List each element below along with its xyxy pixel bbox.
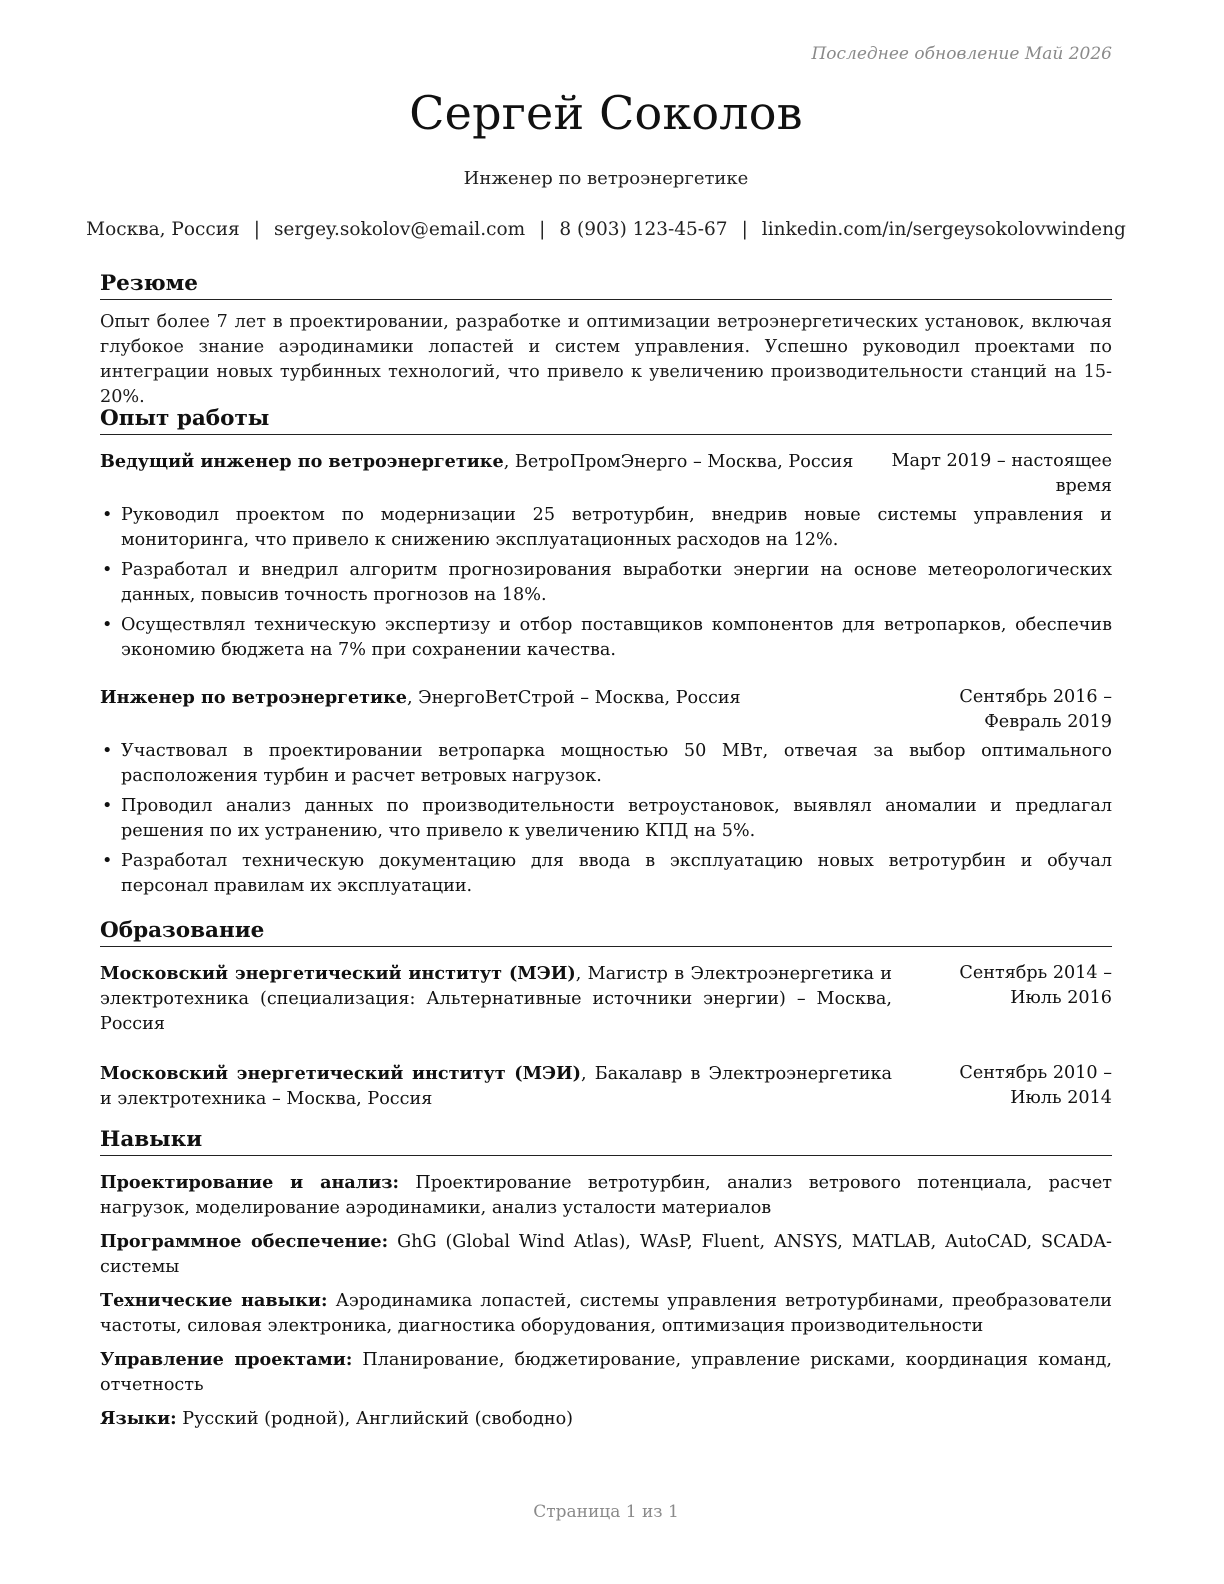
resume-page: [86, 0, 1126, 1584]
last-updated: Последнее обновление Май 2026: [811, 44, 1112, 64]
skill-label: Проектирование и анализ:: [100, 1172, 399, 1193]
list-item: • Руководил проектом по модернизации 25 ветротурбин, внедрив новые системы управления и мониторинга, что привело к снижению эксплуатационных расходов на 12%.: [100, 503, 1112, 553]
person-name: Сергей Соколов: [409, 86, 803, 140]
contact-separator: |: [253, 219, 260, 240]
job-bullets: [100, 503, 1112, 663]
job-title-line: [100, 449, 877, 499]
skill-text: Планирование, бюджетирование, управление рисками, координация команд, отчетность: [100, 1350, 1112, 1395]
list-item: • Проводил анализ данных по производительности ветроустановок, выявлял аномалии и предлагал решения по их устранению, что привело к увеличению КПД на 5%.: [100, 794, 1112, 844]
skill-text: Русский (родной), Английский (свободно): [176, 1409, 574, 1429]
job-title-line: [100, 685, 877, 735]
skill-item: [100, 1406, 1112, 1432]
summary-section: [100, 270, 1112, 410]
skill-text: Аэродинамика лопастей, системы управления ветротурбинами, преобразователи частоты, силовая электроника, диагностика оборудования, оптимизация производительности: [100, 1291, 1112, 1336]
skills-list: [100, 1170, 1112, 1432]
contact-separator: |: [741, 219, 748, 240]
education-dates: Сентябрь 2014 – Июль 2016: [959, 963, 1112, 1008]
job-entry: [100, 449, 1112, 663]
education-section: [100, 917, 1112, 1112]
education-entry: [100, 1061, 1112, 1112]
list-item: • Участвовал в проектировании ветропарка мощностью 50 МВт, отвечая за выбор оптимального расположения турбин и расчет ветровых нагрузок.: [100, 739, 1112, 789]
contact-separator: |: [539, 219, 546, 240]
skill-label: Технические навыки:: [100, 1290, 328, 1311]
skill-item: [100, 1229, 1112, 1280]
school-name: Московский энергетический институт (МЭИ): [100, 1063, 581, 1084]
skill-text: GhG (Global Wind Atlas), WAsP, Fluent, ANSYS, MATLAB, AutoCAD, SCADA-системы: [100, 1232, 1112, 1277]
section-heading: Опыт работы: [100, 405, 1112, 435]
skill-item: [100, 1347, 1112, 1398]
skill-item: [100, 1170, 1112, 1221]
job-role: Инженер по ветроэнергетике: [100, 687, 407, 708]
job-dates: Сентябрь 2016 – Февраль 2019: [959, 687, 1112, 732]
job-entry: [100, 685, 1112, 899]
job-bullets: [100, 739, 1112, 899]
skill-item: [100, 1288, 1112, 1339]
contact-line: [86, 219, 1126, 240]
page-number: Страница 1 из 1: [533, 1502, 679, 1522]
job-title: Инженер по ветроэнергетике: [463, 168, 749, 189]
job-dates: Март 2019 – настоящее время: [891, 451, 1112, 496]
list-item: • Разработал и внедрил алгоритм прогнозирования выработки энергии на основе метеорологических данных, повысив точность прогнозов на 18%.: [100, 558, 1112, 608]
contact-location: Москва, Россия: [86, 219, 240, 240]
contact-email[interactable]: sergey.sokolov@email.com: [273, 219, 526, 240]
section-heading: Навыки: [100, 1126, 1112, 1156]
education-title-line: [100, 961, 912, 1037]
section-heading: Образование: [100, 917, 1112, 947]
job-header: [100, 449, 1112, 499]
skill-label: Управление проектами:: [100, 1349, 353, 1370]
education-dates: Сентябрь 2010 – Июль 2014: [959, 1063, 1112, 1108]
job-role: Ведущий инженер по ветроэнергетике: [100, 451, 504, 472]
education-entry: [100, 961, 1112, 1037]
skill-text: Проектирование ветротурбин, анализ ветрового потенциала, расчет нагрузок, моделирование аэродинамики, анализ усталости материалов: [100, 1173, 1113, 1218]
job-org: , ВетроПромЭнерго – Москва, Россия: [503, 452, 854, 472]
skill-label: Программное обеспечение:: [100, 1231, 389, 1252]
summary-text: Опыт более 7 лет в проектировании, разработке и оптимизации ветроэнергетических установок, включая глубокое знание аэродинамики лопастей и систем управления. Успешно руководил проектами по интеграции новых турбинных технологий, что привело к увеличению производительности станций на 15-20%.: [100, 312, 1112, 407]
education-title-line: [100, 1061, 912, 1112]
list-item: • Осуществлял техническую экспертизу и отбор поставщиков компонентов для ветропарков, обеспечив экономию бюджета на 7% при сохранении качества.: [100, 613, 1112, 663]
contact-phone[interactable]: 8 (903) 123-45-67: [559, 219, 728, 240]
job-org: , ЭнергоВетСтрой – Москва, Россия: [406, 688, 741, 708]
education-header: [100, 1061, 1112, 1112]
job-header: [100, 685, 1112, 735]
degree-detail: , Бакалавр в Электроэнергетика и электротехника – Москва, Россия: [100, 1064, 892, 1109]
school-name: Московский энергетический институт (МЭИ): [100, 963, 576, 984]
list-item: • Разработал техническую документацию для ввода в эксплуатацию новых ветротурбин и обучал персонал правилам их эксплуатации.: [100, 849, 1112, 899]
education-header: [100, 961, 1112, 1037]
degree-detail: , Магистр в Электроэнергетика и электротехника (специализация: Альтернативные источники энергии) – Москва, Россия: [100, 964, 892, 1034]
section-heading: Резюме: [100, 270, 1112, 300]
skill-label: Языки:: [100, 1408, 177, 1429]
skills-section: [100, 1126, 1112, 1440]
experience-section: [100, 405, 1112, 904]
contact-linkedin[interactable]: linkedin.com/in/sergeysokolovwindeng: [761, 219, 1126, 240]
